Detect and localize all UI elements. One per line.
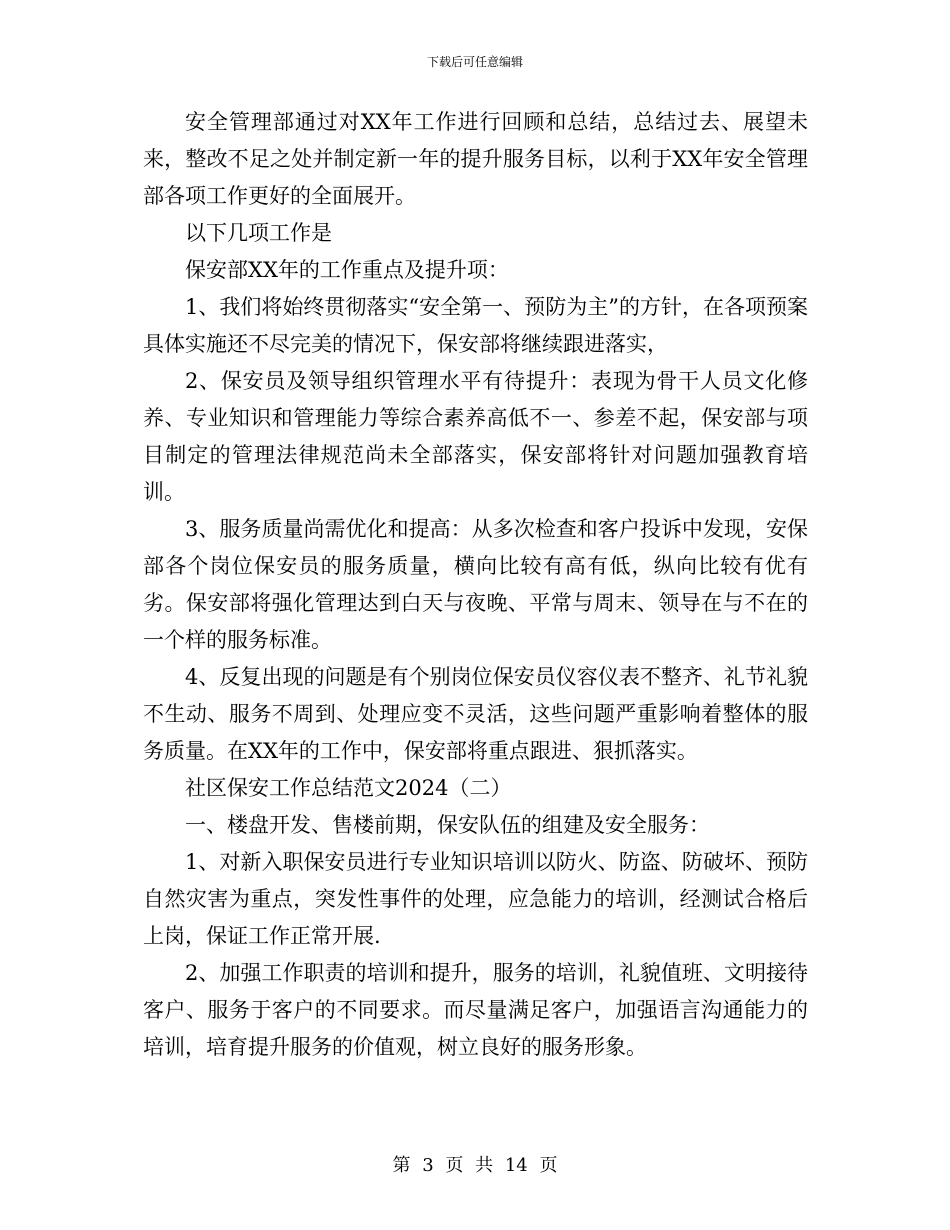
paragraph-intro: 安全管理部通过对XX年工作进行回顾和总结，总结过去、展望未来，整改不足之处并制定新一年的提升服务目标，以利于XX年安全管理部各项工作更好的全面展开。 [143, 110, 808, 208]
document-body [143, 104, 808, 1066]
page-number-footer: 第 3 页 共 14 页 [392, 1155, 558, 1176]
paragraph-item-4: 4、反复出现的问题是有个别岗位保安员仪容仪表不整齐、礼节礼貌不生动、服务不周到、处理应变不灵活，这些问题严重影响着整体的服务质量。在XX年的工作中，保安部将重点跟进、狠抓落实。 [143, 665, 808, 763]
paragraph-item-3: 3、服务质量尚需优化和提高：从多次检查和客户投诉中发现，安保部各个岗位保安员的服务质量，横向比较有高有低，纵向比较有优有劣。保安部将强化管理达到白天与夜晚、平常与周末、领导在与不在的一个样的服务标准。 [143, 517, 808, 652]
paragraph-lead-in: 以下几项工作是 [185, 221, 332, 245]
section-title: 社区保安工作总结范文2024（二） [185, 776, 512, 800]
section-subheading: 一、楼盘开发、售楼前期，保安队伍的组建及安全服务： [185, 813, 710, 837]
paragraph-heading-focus: 保安部XX年的工作重点及提升项： [185, 258, 509, 282]
paragraph-training-2: 2、加强工作职责的培训和提升，服务的培训，礼貌值班、文明接待客户、服务于客户的不同要求。而尽量满足客户，加强语言沟通能力的培训，培育提升服务的价值观，树立良好的服务形象。 [143, 961, 808, 1059]
paragraph-training-1: 1、对新入职保安员进行专业知识培训以防火、防盗、防破坏、预防自然灾害为重点，突发性事件的处理，应急能力的培训，经测试合格后上岗，保证工作正常开展. [143, 850, 808, 948]
paragraph-item-2: 2、保安员及领导组织管理水平有待提升：表现为骨干人员文化修养、专业知识和管理能力等综合素养高低不一、参差不起，保安部与项目制定的管理法律规范尚未全部落实，保安部将针对问题加强教育培训。 [143, 369, 808, 504]
paragraph-item-1: 1、我们将始终贯彻落实“安全第一、预防为主”的方针，在各项预案具体实施还不尽完美的情况下，保安部将继续跟进落实， [143, 295, 808, 356]
page-header: 下载后可任意编辑 [426, 55, 523, 69]
